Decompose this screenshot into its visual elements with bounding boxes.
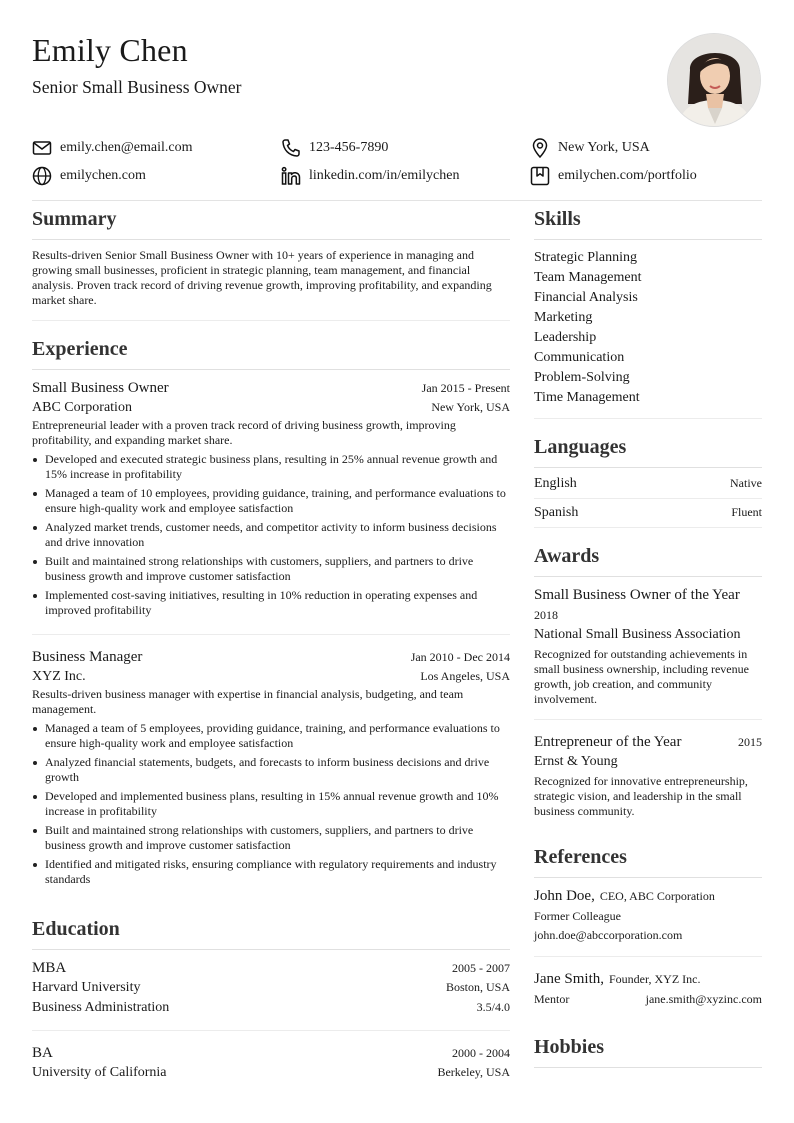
school-location: Boston, USA xyxy=(445,980,510,994)
globe-icon xyxy=(32,166,52,186)
bullet-item: Managed a team of 5 employees, providing guidance, training, and performance evaluations to ensure high-quality work and employee satisfaction xyxy=(32,721,510,751)
job-bullets xyxy=(32,452,510,618)
bullet-item: Developed and implemented business plans, resulting in 15% annual revenue growth and 10% increase in profitability xyxy=(32,789,510,819)
reference-position: Founder, XYZ Inc. xyxy=(609,972,701,986)
award-title: Small Business Owner of the Year xyxy=(534,587,740,603)
language-name: Spanish xyxy=(534,505,579,520)
degree: BA xyxy=(32,1045,53,1061)
candidate-name: Emily Chen xyxy=(32,32,188,68)
education-entry xyxy=(32,1043,510,1095)
contact-email[interactable] xyxy=(32,138,281,158)
contact-portfolio[interactable] xyxy=(530,166,762,186)
degree: MBA xyxy=(32,960,67,976)
school-name: University of California xyxy=(32,1065,167,1080)
language-level: Fluent xyxy=(731,505,762,519)
bullet-item: Built and maintained strong relationships with customers, suppliers, and partners to drive business growth and improve customer satisfaction xyxy=(32,554,510,584)
education-section xyxy=(32,917,510,1095)
award-issuer: National Small Business Association xyxy=(534,627,741,642)
reference-name: John Doe, xyxy=(534,888,595,904)
education-dates: 2000 - 2004 xyxy=(452,1046,510,1060)
reference-relation: Former Colleague xyxy=(534,909,621,923)
hobbies-heading: Hobbies xyxy=(534,1035,762,1068)
languages-heading: Languages xyxy=(534,435,762,468)
school-name: Harvard University xyxy=(32,980,141,995)
job-location: New York, USA xyxy=(431,400,510,414)
summary-heading: Summary xyxy=(32,207,510,240)
skill-item: Communication xyxy=(534,350,625,365)
skill-item: Leadership xyxy=(534,330,597,345)
map-pin-icon xyxy=(530,138,550,158)
reference-entry xyxy=(534,969,762,1021)
gpa: 3.5/4.0 xyxy=(476,1000,510,1014)
linkedin-text: linkedin.com/in/emilychen xyxy=(309,168,460,183)
bullet-item: Managed a team of 10 employees, providing guidance, training, and performance evaluations to ensure high-quality work and employee satisfaction xyxy=(32,486,510,516)
languages-section xyxy=(534,435,762,528)
header-divider xyxy=(32,200,762,201)
job-description: Entrepreneurial leader with a proven track record of driving business growth, improving profitability, and expanding market share. xyxy=(32,418,456,447)
phone-text: 123-456-7890 xyxy=(309,140,389,155)
experience-entry xyxy=(32,378,510,635)
experience-section xyxy=(32,337,510,903)
skills-heading: Skills xyxy=(534,207,762,240)
summary-text: Results-driven Senior Small Business Owner with 10+ years of experience in managing and growing small businesses, proficient in strategic planning, team management, and financial analysis. Proven track record of driving revenue growth, improving profitability, and expanding market share. xyxy=(32,248,510,321)
reference-entry xyxy=(534,886,762,957)
language-item xyxy=(534,470,762,499)
skills-section xyxy=(534,207,762,419)
reference-email[interactable]: jane.smith@xyzinc.com xyxy=(645,992,762,1006)
candidate-title: Senior Small Business Owner xyxy=(32,77,242,97)
award-description: Recognized for innovative entrepreneurship, strategic vision, and leadership in the small business community. xyxy=(534,774,748,818)
contact-website[interactable] xyxy=(32,166,281,186)
linkedin-icon xyxy=(281,166,301,186)
language-level: Native xyxy=(730,476,762,490)
education-heading: Education xyxy=(32,917,510,950)
hobbies-section xyxy=(534,1035,762,1068)
company-name: XYZ Inc. xyxy=(32,669,86,684)
reference-email[interactable]: john.doe@abccorporation.com xyxy=(534,928,683,942)
award-description: Recognized for outstanding achievements in small business ownership, including revenue growth, job creation, and community involvement. xyxy=(534,647,749,706)
phone-icon xyxy=(281,138,301,158)
bullet-item: Analyzed financial statements, budgets, and forecasts to inform business decisions and drive growth xyxy=(32,755,510,785)
location-text: New York, USA xyxy=(558,140,650,155)
bullet-item: Identified and mitigated risks, ensuring compliance with regulatory requirements and industry standards xyxy=(32,857,510,887)
portfolio-text: emilychen.com/portfolio xyxy=(558,168,697,183)
job-description: Results-driven business manager with expertise in financial analysis, budgeting, and team management. xyxy=(32,687,464,716)
job-dates: Jan 2015 - Present xyxy=(421,381,510,395)
skill-item: Financial Analysis xyxy=(534,290,638,305)
left-column xyxy=(32,207,510,1109)
award-year: 2018 xyxy=(534,608,558,622)
skill-item: Strategic Planning xyxy=(534,250,638,265)
reference-relation: Mentor xyxy=(534,992,570,1006)
skills-list xyxy=(534,248,762,419)
bullet-item: Implemented cost-saving initiatives, resulting in 10% reduction in operating expenses and improved profitability xyxy=(32,588,510,618)
awards-section xyxy=(534,544,762,831)
person-portrait-icon xyxy=(668,34,761,127)
skill-item: Team Management xyxy=(534,270,642,285)
awards-heading: Awards xyxy=(534,544,762,577)
language-item xyxy=(534,499,762,528)
bullet-item: Developed and executed strategic business plans, resulting in 25% annual revenue growth and 15% increase in profitability xyxy=(32,452,510,482)
skill-item: Time Management xyxy=(534,390,640,405)
job-dates: Jan 2010 - Dec 2014 xyxy=(410,650,510,664)
company-name: ABC Corporation xyxy=(32,400,132,415)
right-column xyxy=(534,207,762,1082)
award-issuer: Ernst & Young xyxy=(534,754,618,769)
references-section xyxy=(534,845,762,1021)
education-entry xyxy=(32,958,510,1031)
language-name: English xyxy=(534,476,577,491)
bookmark-icon xyxy=(530,166,550,186)
job-title: Business Manager xyxy=(32,649,143,665)
contact-phone[interactable] xyxy=(281,138,530,158)
job-bullets xyxy=(32,721,510,887)
website-text: emilychen.com xyxy=(60,168,146,183)
bullet-item: Analyzed market trends, customer needs, and competitor activity to inform business decisions and drive innovation xyxy=(32,520,510,550)
award-title: Entrepreneur of the Year xyxy=(534,734,682,750)
skill-item: Marketing xyxy=(534,310,593,325)
award-entry xyxy=(534,585,762,720)
reference-position: CEO, ABC Corporation xyxy=(599,889,715,903)
award-year: 2015 xyxy=(738,735,762,749)
contact-linkedin[interactable] xyxy=(281,166,530,186)
references-heading: References xyxy=(534,845,762,878)
bullet-item: Built and maintained strong relationships with customers, suppliers, and partners to drive business growth and improve customer satisfaction xyxy=(32,823,510,853)
reference-name: Jane Smith, xyxy=(534,971,604,987)
contact-location xyxy=(530,138,762,158)
mail-icon xyxy=(32,138,52,158)
experience-heading: Experience xyxy=(32,337,510,370)
field-of-study: Business Administration xyxy=(32,1000,170,1015)
education-dates: 2005 - 2007 xyxy=(452,961,510,975)
skill-item: Problem-Solving xyxy=(534,370,630,385)
job-title: Small Business Owner xyxy=(32,380,169,396)
job-location: Los Angeles, USA xyxy=(420,669,510,683)
summary-section xyxy=(32,207,510,321)
profile-photo xyxy=(667,33,761,127)
award-entry xyxy=(534,732,762,831)
experience-entry xyxy=(32,647,510,903)
email-text: emily.chen@email.com xyxy=(60,140,193,155)
school-location: Berkeley, USA xyxy=(437,1065,510,1079)
contact-info xyxy=(32,134,762,190)
resume-page xyxy=(32,0,762,1123)
